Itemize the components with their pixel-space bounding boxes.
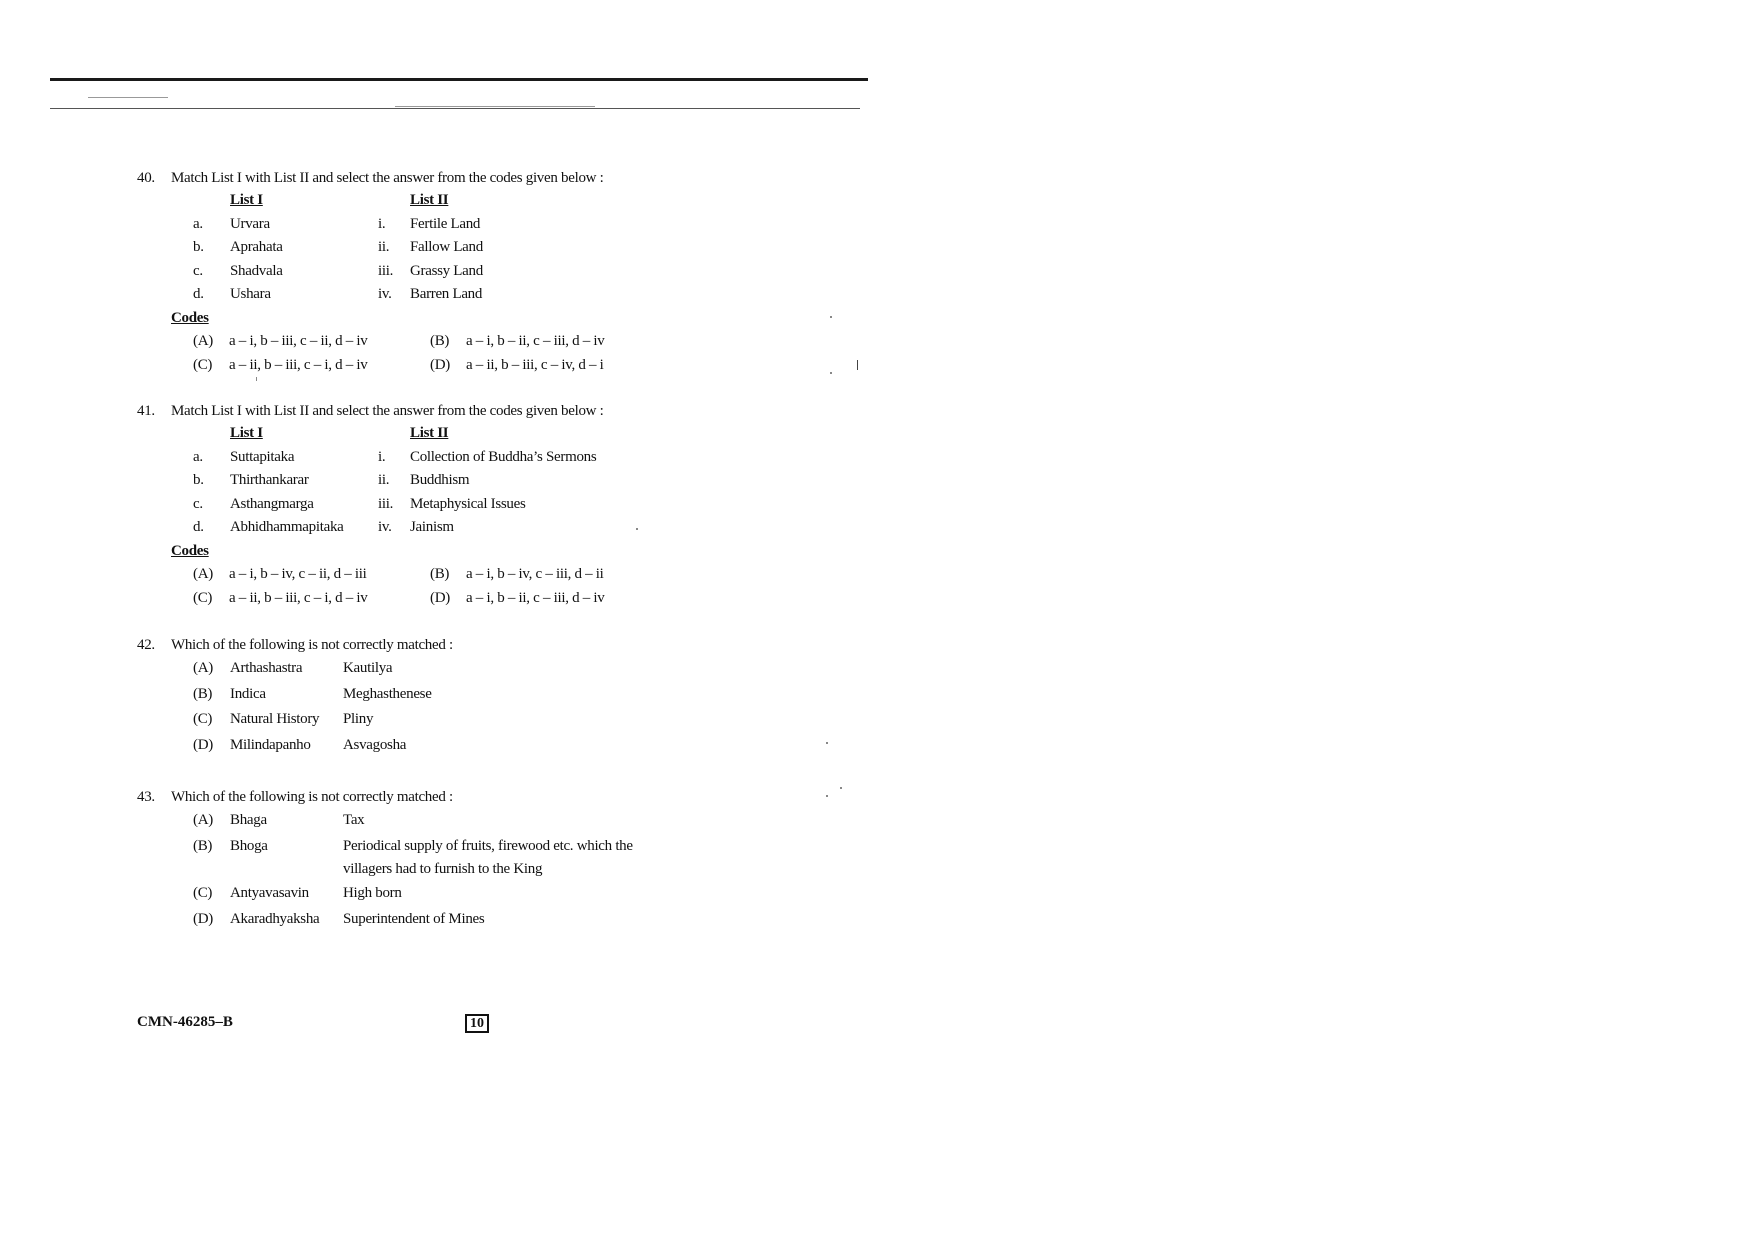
row-letter: b. xyxy=(193,472,204,488)
question-prompt: Match List I with List II and select the answer from the codes given below : xyxy=(171,170,604,186)
codes-label: Codes xyxy=(171,542,209,559)
option-text: a – i, b – ii, c – iii, d – iv xyxy=(466,589,605,606)
option-match: Superintendent of Mines xyxy=(343,910,485,927)
option-row xyxy=(137,733,697,759)
list-2-item: Grassy Land xyxy=(410,262,483,279)
list-2-header: List II xyxy=(410,192,449,208)
option-match-continuation: villagers had to furnish to the King xyxy=(343,861,543,877)
option-text: a – ii, b – iii, c – iv, d – i xyxy=(466,356,604,373)
option-term: Bhaga xyxy=(230,812,267,828)
list-1-item: Urvara xyxy=(230,215,270,232)
option-key: (A) xyxy=(193,812,213,828)
row-letter: d. xyxy=(193,519,204,535)
row-numeral: iv. xyxy=(378,286,392,302)
list-1-item: Suttapitaka xyxy=(230,448,295,465)
option-match: Asvagosha xyxy=(343,736,407,753)
list-2-item: Jainism xyxy=(410,519,454,535)
option-text: a – i, b – ii, c – iii, d – iv xyxy=(466,333,605,349)
match-row xyxy=(137,493,697,517)
option-match: Periodical supply of fruits, firewood etc. which the xyxy=(343,837,633,854)
scan-speck xyxy=(830,372,832,374)
code-row xyxy=(137,354,697,378)
list-1-item: Thirthankarar xyxy=(230,472,309,488)
row-numeral: i. xyxy=(378,215,386,232)
option-text: a – i, b – iv, c – ii, d – iii xyxy=(229,566,367,582)
question-number: 43. xyxy=(137,789,155,805)
option-key: (B) xyxy=(430,333,450,349)
option-term: Akaradhyaksha xyxy=(230,910,320,927)
row-letter: c. xyxy=(193,495,203,512)
option-key: (A) xyxy=(193,333,213,349)
option-text: a – ii, b – iii, c – i, d – iv xyxy=(229,356,368,373)
list-1-item: Asthangmarga xyxy=(230,495,314,512)
row-numeral: ii. xyxy=(378,239,390,255)
option-key: (B) xyxy=(193,837,213,854)
row-letter: b. xyxy=(193,239,204,255)
question-prompt: Match List I with List II and select the answer from the codes given below : xyxy=(171,403,604,419)
row-numeral: i. xyxy=(378,448,386,465)
option-key: (C) xyxy=(193,589,213,606)
header-rule-bottom xyxy=(50,108,860,109)
row-numeral: ii. xyxy=(378,472,390,488)
match-row xyxy=(137,446,697,470)
question-prompt: Which of the following is not correctly matched : xyxy=(171,637,453,653)
row-numeral: iv. xyxy=(378,519,392,535)
scan-speck xyxy=(256,377,257,381)
page-number: 10 xyxy=(465,1014,489,1033)
match-row xyxy=(137,213,697,237)
row-numeral: iii. xyxy=(378,495,394,512)
list-2-header: List II xyxy=(410,425,449,441)
row-numeral: iii. xyxy=(378,262,394,279)
option-row xyxy=(137,907,697,933)
codes-label: Codes xyxy=(171,309,209,326)
header-rule-top xyxy=(50,78,868,81)
option-term: Natural History xyxy=(230,711,320,727)
option-match: Kautilya xyxy=(343,660,393,676)
option-match: Pliny xyxy=(343,711,374,727)
option-text: a – i, b – iv, c – iii, d – ii xyxy=(466,566,604,582)
question-prompt: Which of the following is not correctly matched : xyxy=(171,789,453,805)
code-row xyxy=(137,587,697,611)
option-key: (D) xyxy=(430,589,450,606)
option-row xyxy=(137,808,697,834)
list-2-item: Metaphysical Issues xyxy=(410,495,526,512)
option-match: High born xyxy=(343,885,402,901)
question-number: 42. xyxy=(137,637,155,653)
option-key: (C) xyxy=(193,356,213,373)
list-2-item: Buddhism xyxy=(410,472,470,488)
list-1-header: List I xyxy=(230,425,263,441)
match-row xyxy=(137,516,697,540)
list-1-item: Shadvala xyxy=(230,262,283,279)
option-row xyxy=(137,707,697,733)
list-1-item: Abhidhammapitaka xyxy=(230,519,344,535)
option-row xyxy=(137,881,697,907)
code-row xyxy=(137,330,697,354)
option-term: Antyavasavin xyxy=(230,885,309,901)
list-2-item: Fertile Land xyxy=(410,215,481,232)
scan-speck xyxy=(636,528,638,530)
option-text: a – i, b – iii, c – ii, d – iv xyxy=(229,333,368,349)
option-term: Arthashastra xyxy=(230,660,303,676)
scan-speck xyxy=(830,316,832,318)
scan-speck xyxy=(857,360,858,370)
list-2-item: Fallow Land xyxy=(410,239,483,255)
match-row xyxy=(137,260,697,284)
option-term: Indica xyxy=(230,685,266,702)
match-row xyxy=(137,469,697,493)
option-key: (B) xyxy=(430,566,450,582)
scan-speck xyxy=(840,787,842,789)
header-rule-faint-left xyxy=(88,97,168,98)
row-letter: a. xyxy=(193,215,203,232)
option-key: (D) xyxy=(193,910,213,927)
row-letter: d. xyxy=(193,286,204,302)
list-2-item: Barren Land xyxy=(410,286,483,302)
option-text: a – ii, b – iii, c – i, d – iv xyxy=(229,589,368,606)
option-key: (A) xyxy=(193,660,213,676)
match-row xyxy=(137,283,697,307)
option-term: Bhoga xyxy=(230,837,268,854)
option-row xyxy=(137,834,697,860)
option-row xyxy=(137,682,697,708)
option-key: (A) xyxy=(193,566,213,582)
list-1-item: Aprahata xyxy=(230,239,283,255)
option-match: Tax xyxy=(343,812,365,828)
header-rule-faint-mid xyxy=(395,106,595,107)
list-1-item: Ushara xyxy=(230,286,271,302)
question-42 xyxy=(137,634,697,758)
question-40 xyxy=(137,167,697,377)
question-43 xyxy=(137,786,697,932)
code-row xyxy=(137,563,697,587)
match-row xyxy=(137,236,697,260)
scan-speck xyxy=(826,795,828,797)
question-number: 41. xyxy=(137,403,155,419)
question-number: 40. xyxy=(137,170,155,186)
row-letter: a. xyxy=(193,448,203,465)
row-letter: c. xyxy=(193,262,203,279)
option-key: (D) xyxy=(193,736,213,753)
list-2-item: Collection of Buddha’s Sermons xyxy=(410,448,597,465)
option-match: Meghasthenese xyxy=(343,685,432,702)
option-key: (C) xyxy=(193,885,213,901)
option-key: (D) xyxy=(430,356,450,373)
paper-code: CMN-46285–B xyxy=(137,1014,233,1030)
option-row xyxy=(137,656,697,682)
scan-speck xyxy=(826,742,828,744)
list-1-header: List I xyxy=(230,192,263,208)
option-row-continuation xyxy=(137,859,697,881)
question-41 xyxy=(137,400,697,610)
option-key: (C) xyxy=(193,711,213,727)
option-key: (B) xyxy=(193,685,213,702)
option-term: Milindapanho xyxy=(230,736,311,753)
